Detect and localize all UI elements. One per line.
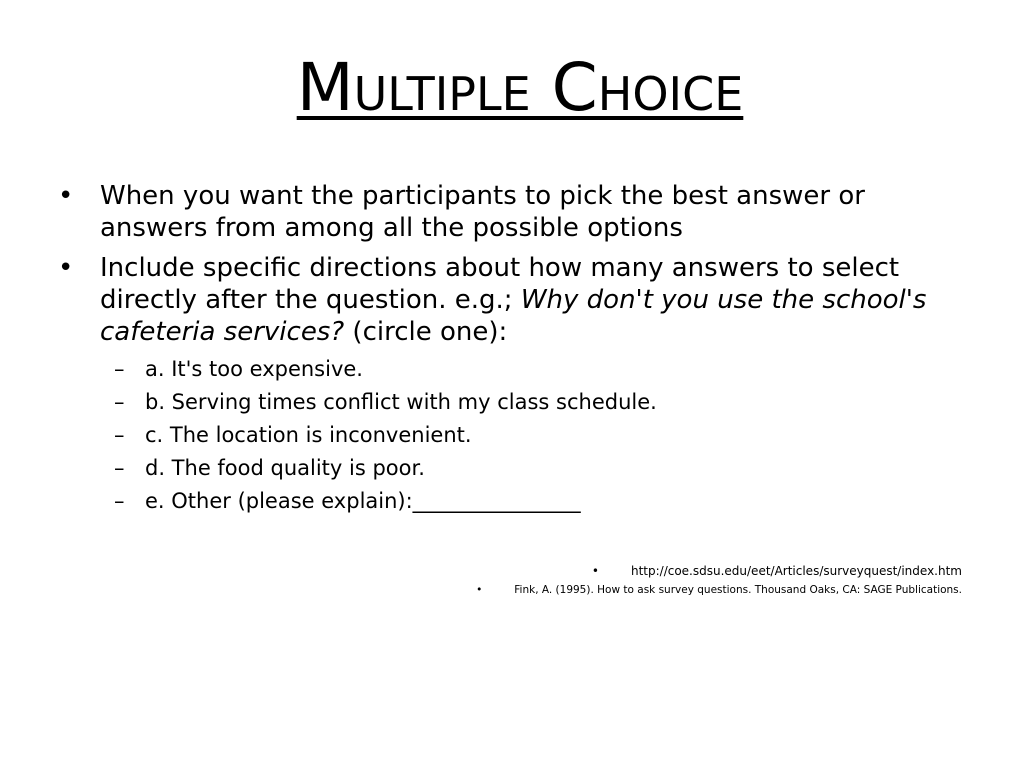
slide-body: [58, 180, 973, 521]
option-text: a. It's too expensive.: [145, 357, 363, 381]
option-item: [58, 356, 973, 383]
option-text: d. The food quality is poor.: [145, 456, 425, 480]
slide-title-text: Multiple Choice: [296, 49, 744, 126]
reference-bullet: •: [476, 584, 483, 596]
bullet-text-suffix: (circle one):: [344, 317, 508, 347]
references: [476, 562, 962, 600]
option-text: e. Other (please explain):________________: [145, 489, 581, 513]
reference-citation: Fink, A. (1995). How to ask survey questions. Thousand Oaks, CA: SAGE Publications.: [514, 584, 962, 596]
option-text: c. The location is inconvenient.: [145, 423, 472, 447]
reference-url: http://coe.sdsu.edu/eet/Articles/surveyquest/index.htm: [630, 564, 962, 578]
option-item: [58, 455, 973, 482]
option-text: b. Serving times conflict with my class schedule.: [145, 390, 657, 414]
bullet-item: [58, 252, 973, 348]
bullet-item: [58, 180, 973, 244]
bullet-text: When you want the participants to pick the best answer or answers from among all the possible options: [100, 181, 865, 243]
option-item: [58, 422, 973, 449]
option-item: [58, 488, 973, 515]
slide-title: [0, 49, 1024, 126]
reference-bullet: •: [591, 564, 599, 578]
option-item: [58, 389, 973, 416]
example-question: Why don't you use the school's cafeteria services?: [100, 285, 927, 347]
bullet-text: Include specific directions about how many answers to select directly after the question. e.g.;: [100, 253, 900, 315]
reference-item: [476, 562, 962, 581]
reference-item: [476, 581, 962, 600]
